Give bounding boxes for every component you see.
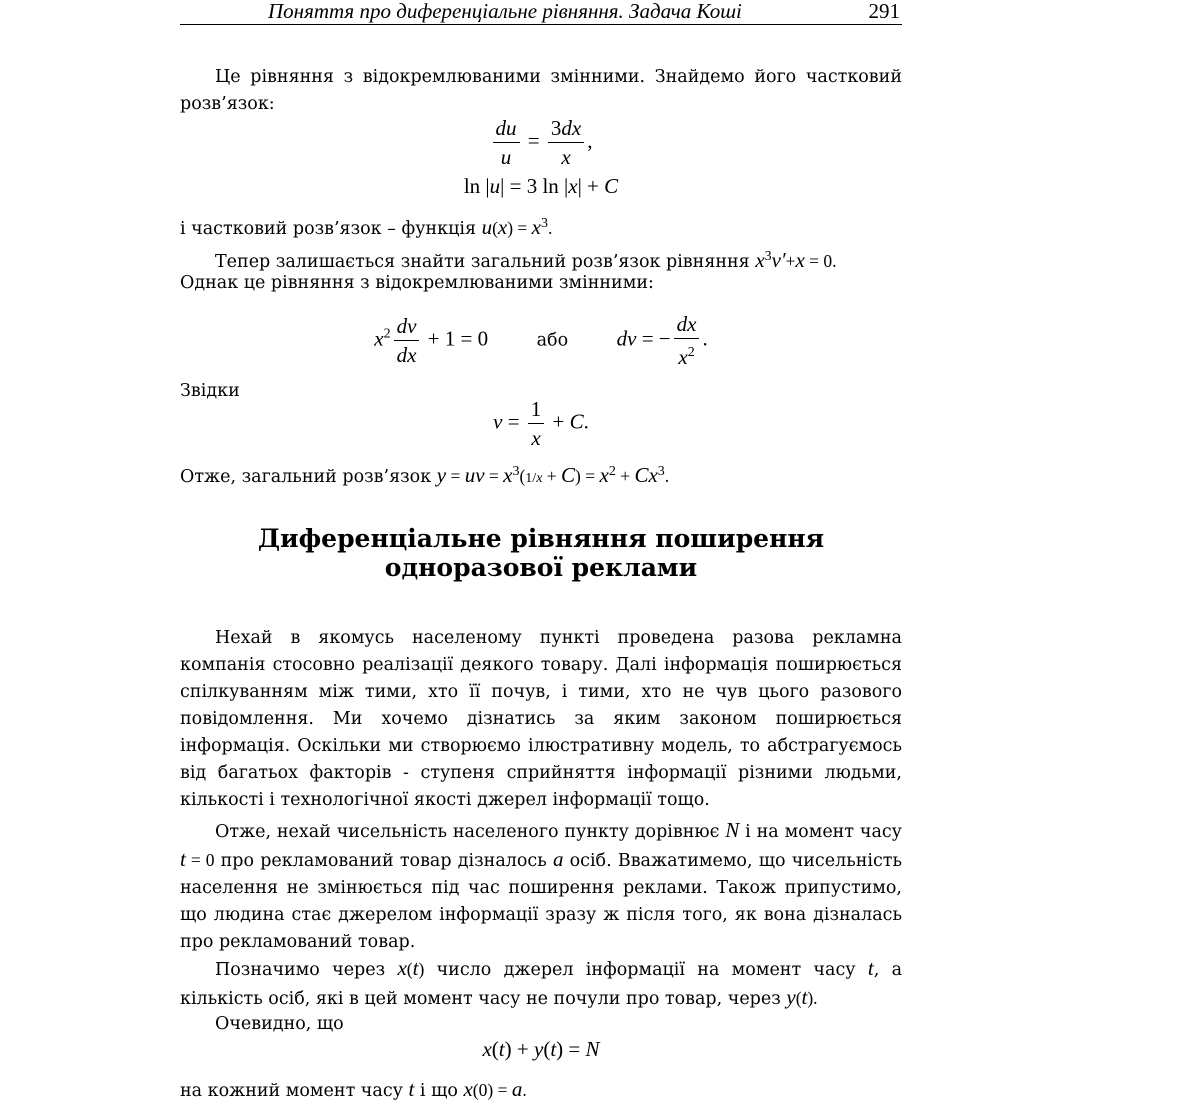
section-title-line-1: Диференціальне рівняння поширення bbox=[257, 524, 825, 553]
paragraph-4: Отже, загальний розв’язок y = uv = $x^3(1/x + C) = x^2 + Cx^3$. bbox=[180, 462, 670, 487]
paragraph-6-d: осіб. Вважатимемо, що чисельність населення не змінюється під час поширення реклами. Також припустимо, що людина стає джерелом інформації зразу ж після того, як вона дізналась про рекламований товар. bbox=[180, 851, 902, 952]
equation-du-u: $\frac{du}{u}$ = $\frac{3dx}{x}$ , bbox=[180, 116, 902, 169]
equation-v: v = $\frac{1}{x}$ + C. bbox=[493, 397, 589, 450]
equation-dv: $x^2$ $\frac{dv}{dx}$ + 1 = 0 або dv = − $\frac{dx}{x^2}$ . bbox=[374, 312, 708, 369]
paragraph-9-a: на кожний момент часу bbox=[180, 1081, 403, 1101]
section-title bbox=[180, 524, 902, 582]
paragraph-6-c: про рекламований товар дізналось bbox=[220, 851, 547, 871]
paragraph-3-text: Тепер залишається знайти загальний розв’язок рівняння bbox=[215, 251, 750, 272]
paragraph-8: Очевидно, що bbox=[215, 1014, 344, 1034]
paragraph-6: Отже, нехай чисельність населеного пункту дорівнює N і на момент часу t = 0 про рекламований товар дізналось a осіб. Вважатимемо, що чисельність населення не змінюється під час поширення реклами. Також припустимо, що людина стає джерелом інформації зразу ж після того, як вона дізналась про рекламований товар. bbox=[180, 818, 902, 952]
paragraph-5: Нехай в якомусь населеному пункті проведена разова рекламна компанія стосовно реалізації деякого товару. Далі інформація поширюється спілкуванням між тими, хто її почув, і тими, хто не чув цього разового повідомлення. Ми хочемо дізнатись за яким законом поширюється інформація. Оскільки ми створюємо ілюстративну модель, то абстрагуємось від багатьох факторів - ступеня сприйняття інформації різними людьми, кількості і технологічної якості джерел інформації тощо. bbox=[180, 628, 902, 810]
paragraph-9-b: і що bbox=[419, 1081, 458, 1101]
paragraph-6-a: Отже, нехай чисельність населеного пункту дорівнює bbox=[215, 822, 720, 842]
paragraph-4-text: Отже, загальний розв’язок bbox=[180, 466, 432, 487]
paragraph-2-text: і частковий розв’язок – функція bbox=[180, 218, 476, 239]
abo-word: або bbox=[536, 330, 569, 351]
paragraph-3: Тепер залишається знайти загальний розв’язок рівняння $x^3v'+x = 0$. bbox=[215, 247, 837, 272]
paragraph-zvidky: Звідки bbox=[180, 381, 240, 401]
running-head bbox=[180, 0, 902, 25]
running-head-title: Поняття про диференціальне рівняння. Задача Коші bbox=[268, 0, 742, 23]
equation-xy-N: x(t) + y(t) = N bbox=[482, 1037, 600, 1061]
paragraph-2: і частковий розв’язок – функція $u(x) = x^3$. bbox=[180, 214, 553, 239]
equation-ln: ln |u| = 3 ln |x| + C bbox=[463, 174, 619, 198]
section-title-line-2: одноразової реклами bbox=[384, 553, 698, 582]
page-number: 291 bbox=[868, 0, 900, 23]
paragraph-1: Це рівняння з відокремлюваними змінними. Знайдемо його частковий розв’язок: bbox=[180, 67, 902, 114]
paragraph-7: Позначимо через x(t) число джерел інформації на момент часу t, а кількість осіб, які в цей момент часу не почули про товар, через y(t). bbox=[180, 956, 902, 1009]
paragraph-6-b: і на момент часу bbox=[745, 822, 902, 842]
paragraph-7-c: , а кількість осіб, які в цей момент часу не почули про товар, через bbox=[180, 960, 902, 1009]
paragraph-3b: Однак це рівняння з відокремлюваними змінними: bbox=[180, 273, 654, 293]
paragraph-9: на кожний момент часу t і що x(0) = a. bbox=[180, 1077, 527, 1101]
paragraph-7-b: число джерел інформації на момент часу bbox=[436, 960, 856, 980]
paragraph-7-a: Позначимо через bbox=[215, 960, 386, 980]
